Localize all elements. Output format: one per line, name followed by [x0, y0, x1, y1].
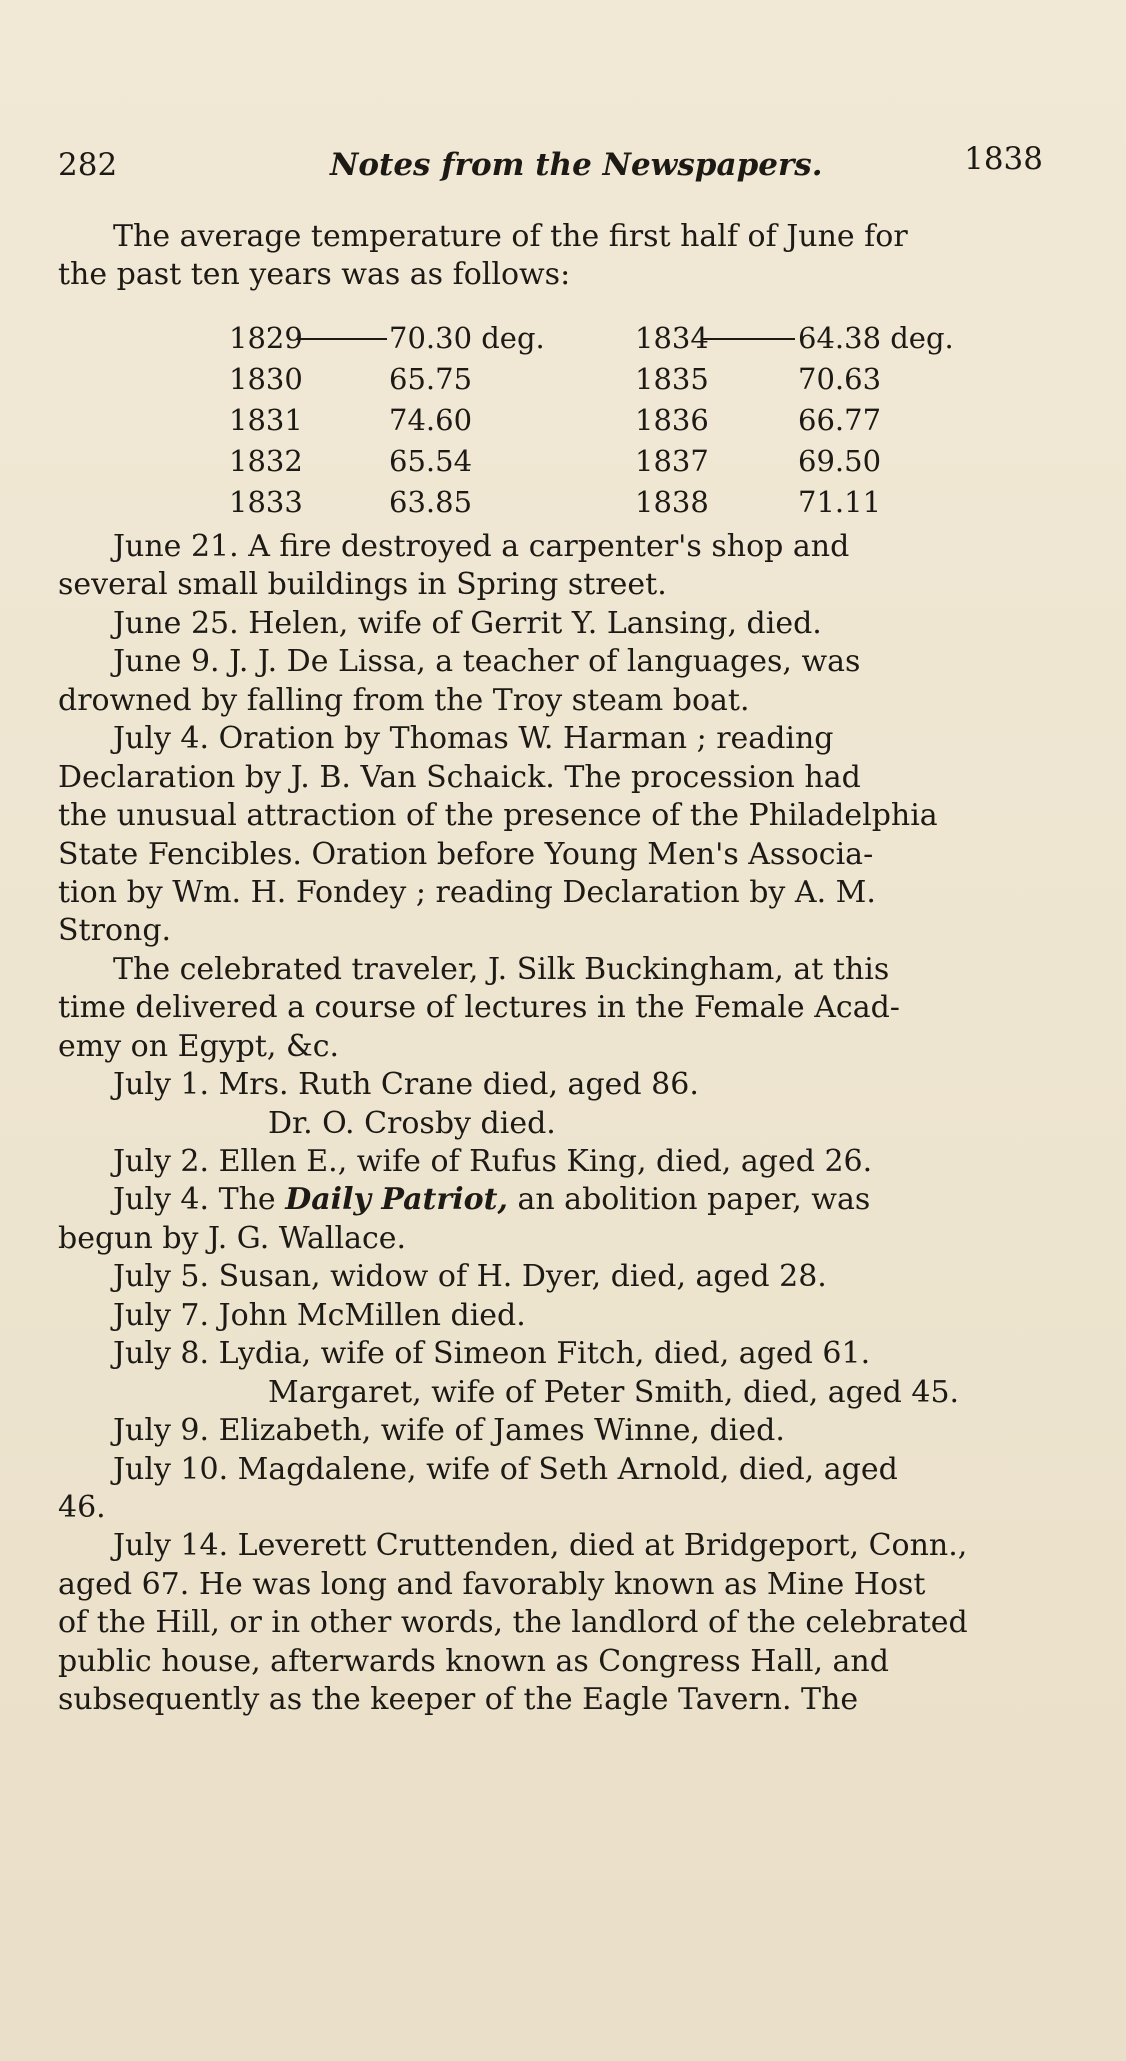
text-line: The average temperature of the first half of June for	[113, 219, 908, 254]
intro-paragraph	[58, 218, 1058, 294]
temperature-cell: 70.63	[798, 362, 882, 396]
text-line: of the Hill, or in other words, the landlord of the celebrated	[58, 1605, 968, 1641]
text-line: aged 67. He was long and favorably known as Mine Host	[58, 1566, 926, 1602]
text-line: several small buildings in Spring street.	[58, 567, 667, 603]
text-line: July 14. Leverett Cruttenden, died at Bridgeport, Conn.,	[113, 1528, 968, 1564]
temperature-cell: 65.54	[389, 444, 473, 478]
year-cell: 1833	[229, 485, 303, 519]
running-header	[58, 140, 1043, 190]
table-row	[229, 441, 1029, 482]
year-cell: 1838	[635, 485, 709, 519]
year-cell: 1831	[229, 403, 303, 437]
table-row	[229, 400, 1029, 441]
newspaper-title: Daily Patriot,	[285, 1182, 508, 1218]
text-line: The celebrated traveler, J. Silk Buckingham, at this	[113, 951, 890, 987]
text-line: time delivered a course of lectures in the Female Acad-	[58, 990, 900, 1026]
text-line: July 9. Elizabeth, wife of James Winne, died.	[113, 1413, 785, 1449]
year-cell: 1836	[635, 403, 709, 437]
text-line: subsequently as the keeper of the Eagle Tavern. The	[58, 1682, 859, 1718]
temperature-table	[229, 318, 1029, 523]
text-line: Dr. O. Crosby died.	[268, 1105, 556, 1141]
text-line: June 25. Helen, wife of Gerrit Y. Lansing, died.	[113, 605, 822, 641]
page-number: 282	[58, 147, 118, 183]
text-line: Declaration by J. B. Van Schaick. The procession had	[58, 759, 861, 795]
leader-dash	[297, 338, 387, 340]
text-line: July 8. Lydia, wife of Simeon Fitch, died, aged 61.	[113, 1336, 871, 1372]
leader-dash	[701, 338, 795, 340]
year-cell: 1830	[229, 362, 303, 396]
table-row	[229, 359, 1029, 400]
text-line: the past ten years was as follows:	[58, 257, 571, 292]
header-year: 1838	[964, 141, 1043, 177]
text-line: 46.	[58, 1489, 106, 1525]
text-line: State Fencibles. Oration before Young Men's Associa-	[58, 836, 874, 872]
text-line: July 1. Mrs. Ruth Crane died, aged 86.	[113, 1067, 699, 1103]
text-line: Strong.	[58, 913, 172, 949]
text-line: July 10. Magdalene, wife of Seth Arnold, died, aged	[113, 1451, 898, 1487]
text-line: the unusual attraction of the presence of the Philadelphia	[58, 798, 938, 834]
temperature-cell: 74.60	[389, 403, 473, 437]
year-cell: 1832	[229, 444, 303, 478]
text-line: emy on Egypt, &c.	[58, 1028, 340, 1064]
text-line: begun by J. G. Wallace.	[58, 1220, 407, 1256]
text-line: July 4. Oration by Thomas W. Harman ; reading	[113, 721, 834, 757]
temperature-cell: 66.77	[798, 403, 882, 437]
text-segment: an abolition paper, was	[507, 1182, 871, 1218]
temperature-cell: 69.50	[798, 444, 882, 478]
year-cell: 1835	[635, 362, 709, 396]
temperature-cell: 70.30 deg.	[389, 321, 545, 355]
table-row	[229, 482, 1029, 523]
text-line: drowned by falling from the Troy steam boat.	[58, 682, 750, 718]
text-line: July 2. Ellen E., wife of Rufus King, died, aged 26.	[113, 1144, 873, 1179]
text-line: public house, afterwards known as Congress Hall, and	[58, 1643, 889, 1679]
body-text	[58, 528, 1058, 1720]
text-line	[58, 1181, 1058, 1219]
year-cell: 1829	[229, 321, 303, 355]
temperature-cell: 71.11	[798, 485, 882, 519]
temperature-cell: 63.85	[389, 485, 473, 519]
year-cell: 1837	[635, 444, 709, 478]
temperature-cell: 65.75	[389, 362, 473, 396]
text-line: June 21. A fire destroyed a carpenter's shop and	[113, 529, 850, 564]
text-line: July 7. John McMillen died.	[113, 1297, 526, 1333]
text-segment: July 4. The	[113, 1182, 286, 1218]
year-cell: 1834	[635, 321, 709, 355]
text-line: Margaret, wife of Peter Smith, died, aged 45.	[268, 1374, 960, 1410]
text-line: June 9. J. J. De Lissa, a teacher of languages, was	[113, 644, 861, 680]
temperature-cell: 64.38 deg.	[798, 321, 954, 355]
text-line: tion by Wm. H. Fondey ; reading Declaration by A. M.	[58, 874, 876, 910]
text-line: July 5. Susan, widow of H. Dyer, died, aged 28.	[113, 1259, 827, 1295]
table-row	[229, 318, 1029, 359]
running-title: Notes from the Newspapers.	[330, 147, 823, 183]
